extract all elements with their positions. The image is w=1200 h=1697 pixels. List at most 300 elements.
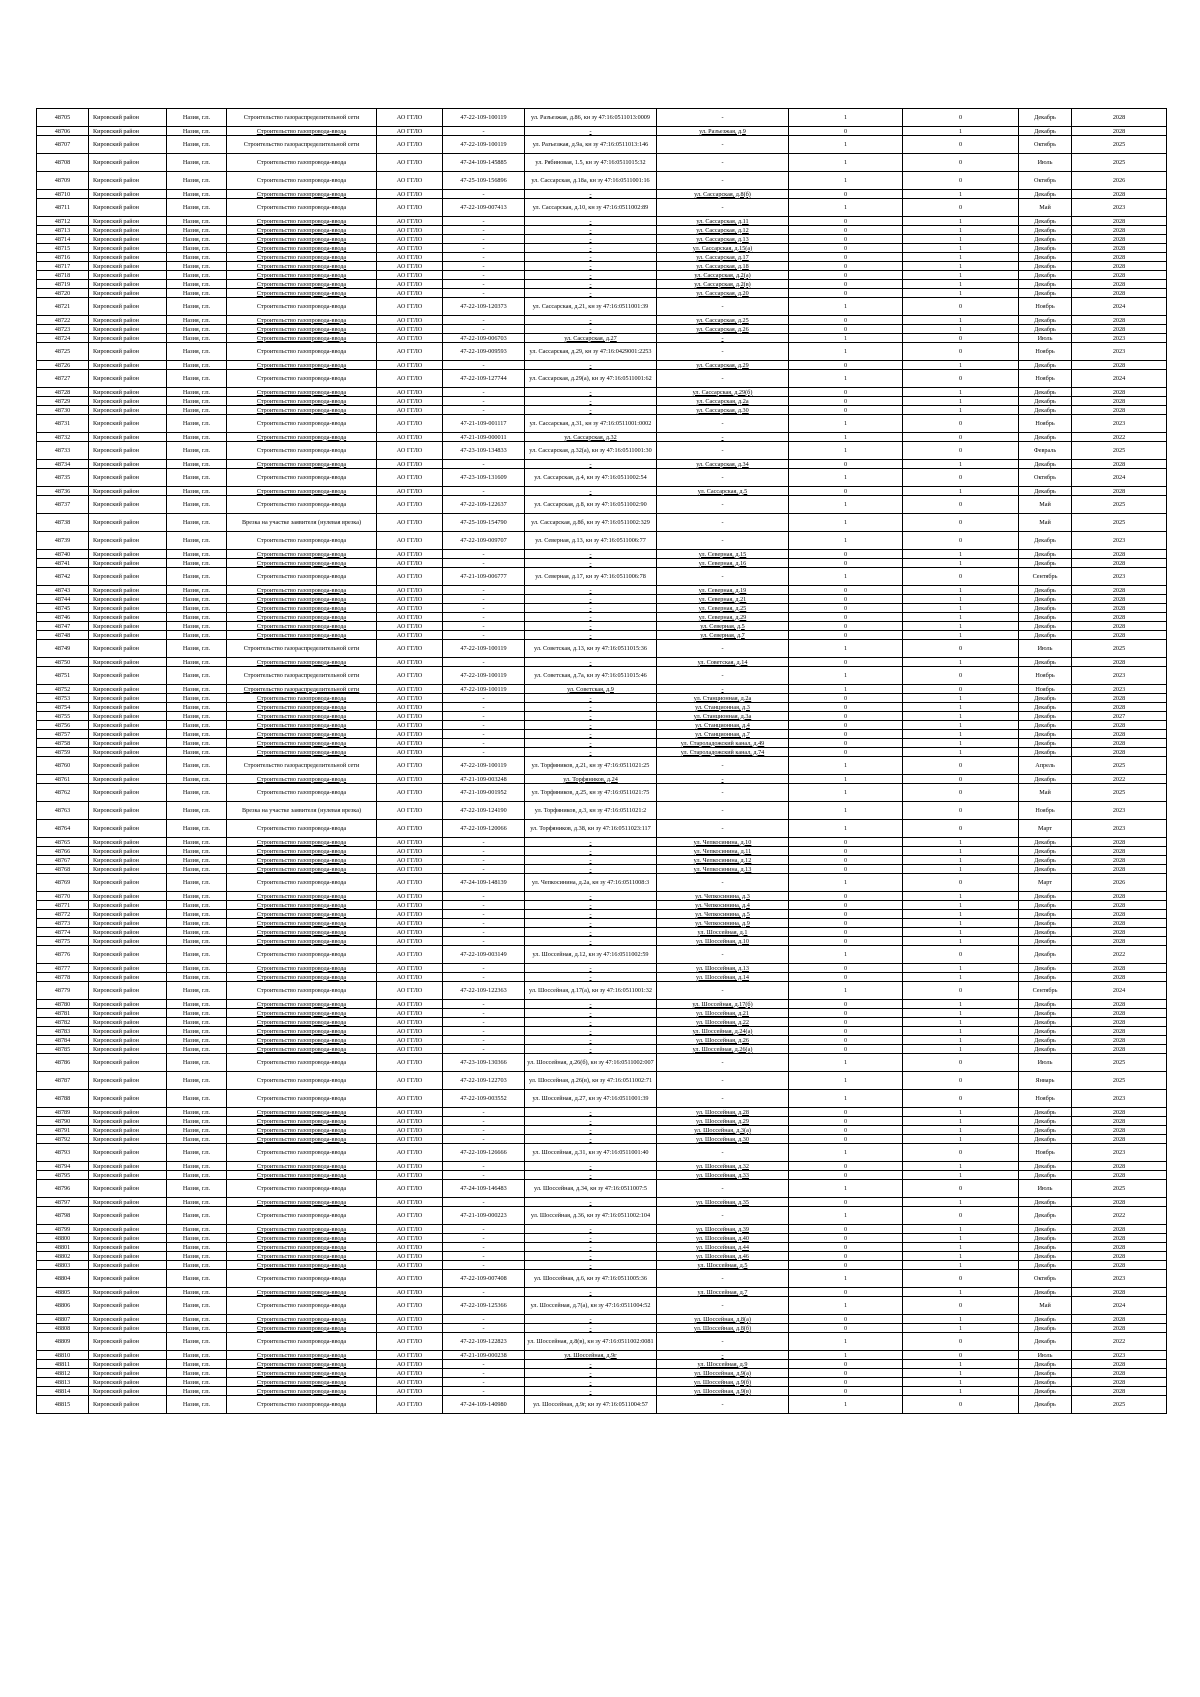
cell-settlement: Назия, г.п. (167, 604, 227, 613)
cell-work-type: Строительство газопровода-ввода (227, 937, 377, 946)
cell-settlement: Назия, г.п. (167, 1396, 227, 1414)
table-row (37, 1090, 1167, 1108)
cell-year: 2026 (1072, 172, 1167, 190)
table-row (37, 136, 1167, 154)
cell-count-b: 0 (903, 415, 1019, 433)
cell-count-b: 0 (903, 496, 1019, 514)
cell-settlement: Назия, г.п. (167, 1000, 227, 1009)
cell-month: Декабрь (1019, 1243, 1072, 1252)
cell-contract-number: - (443, 1243, 525, 1252)
cell-organization: АО ГГЛО (377, 721, 443, 730)
cell-address-cadastral: - (525, 1135, 657, 1144)
cell-month: Декабрь (1019, 559, 1072, 568)
cell-address-cadastral: ул. Шоссейная, д.9г, кн зу 47:16:0511004:57 (525, 1396, 657, 1414)
cell-row-number: 48803 (37, 1261, 89, 1270)
cell-organization: АО ГГЛО (377, 1180, 443, 1198)
cell-contract-number: - (443, 739, 525, 748)
cell-settlement: Назия, г.п. (167, 757, 227, 775)
cell-year: 2028 (1072, 928, 1167, 937)
cell-contract-number: - (443, 406, 525, 415)
cell-district: Кировский район (89, 1360, 167, 1369)
cell-address-input: - (657, 568, 789, 586)
table-row (37, 154, 1167, 172)
cell-address-input: ул. Чепкосинина, д.3 (657, 892, 789, 901)
cell-address-input: - (657, 982, 789, 1000)
cell-count-a: 1 (789, 1270, 903, 1288)
cell-address-input: ул. Шоссейная, д.1 (657, 928, 789, 937)
cell-row-number: 48760 (37, 757, 89, 775)
cell-contract-number: - (443, 613, 525, 622)
cell-count-b: 0 (903, 172, 1019, 190)
cell-district: Кировский район (89, 370, 167, 388)
cell-count-a: 0 (789, 1360, 903, 1369)
cell-contract-number: 47-22-109-124190 (443, 802, 525, 820)
cell-address-cadastral: ул. Торфяников, д.38, кн зу 47:16:0511023:117 (525, 820, 657, 838)
cell-count-b: 0 (903, 109, 1019, 127)
cell-contract-number: 47-23-109-134833 (443, 442, 525, 460)
cell-work-type: Строительство газопровода-ввода (227, 487, 377, 496)
cell-year: 2028 (1072, 919, 1167, 928)
cell-count-a: 0 (789, 235, 903, 244)
cell-district: Кировский район (89, 586, 167, 595)
cell-month: Декабрь (1019, 910, 1072, 919)
cell-organization: АО ГГЛО (377, 982, 443, 1000)
cell-address-input: ул. Чепкосинина, д.12 (657, 856, 789, 865)
cell-count-b: 0 (903, 1072, 1019, 1090)
cell-settlement: Назия, г.п. (167, 289, 227, 298)
table-row (37, 217, 1167, 226)
cell-contract-number: 47-21-109-000238 (443, 1351, 525, 1360)
cell-contract-number: 47-24-109-148139 (443, 874, 525, 892)
cell-count-a: 1 (789, 334, 903, 343)
cell-district: Кировский район (89, 1207, 167, 1225)
table-row (37, 775, 1167, 784)
cell-settlement: Назия, г.п. (167, 928, 227, 937)
cell-address-input: - (657, 298, 789, 316)
cell-row-number: 48789 (37, 1108, 89, 1117)
cell-district: Кировский район (89, 1090, 167, 1108)
cell-district: Кировский район (89, 694, 167, 703)
cell-organization: АО ГГЛО (377, 1252, 443, 1261)
cell-address-input: ул. Северная, д.16 (657, 559, 789, 568)
cell-year: 2023 (1072, 343, 1167, 361)
cell-settlement: Назия, г.п. (167, 847, 227, 856)
cell-address-cadastral: ул. Разъезжая, д.86, кн зу 47:16:0511013:0009 (525, 109, 657, 127)
cell-month: Декабрь (1019, 1234, 1072, 1243)
cell-year: 2027 (1072, 712, 1167, 721)
table-row (37, 964, 1167, 973)
cell-year: 2023 (1072, 820, 1167, 838)
cell-year: 2028 (1072, 1360, 1167, 1369)
cell-count-b: 0 (903, 775, 1019, 784)
cell-work-type: Строительство газопровода-ввода (227, 1378, 377, 1387)
cell-count-b: 1 (903, 280, 1019, 289)
cell-address-cadastral: - (525, 1000, 657, 1009)
cell-count-b: 1 (903, 838, 1019, 847)
cell-count-a: 1 (789, 199, 903, 217)
cell-district: Кировский район (89, 1234, 167, 1243)
cell-count-b: 1 (903, 748, 1019, 757)
cell-count-a: 0 (789, 1225, 903, 1234)
cell-address-cadastral: - (525, 919, 657, 928)
cell-organization: АО ГГЛО (377, 937, 443, 946)
cell-address-cadastral: ул. Советская, д.13, кн зу 47:16:0511015:36 (525, 640, 657, 658)
cell-work-type: Строительство газопровода-ввода (227, 442, 377, 460)
cell-count-a: 0 (789, 892, 903, 901)
cell-count-a: 1 (789, 982, 903, 1000)
cell-address-input: ул. Станционная, д.3а (657, 712, 789, 721)
cell-month: Декабрь (1019, 1360, 1072, 1369)
cell-count-a: 1 (789, 298, 903, 316)
cell-settlement: Назия, г.п. (167, 1333, 227, 1351)
cell-row-number: 48710 (37, 190, 89, 199)
cell-district: Кировский район (89, 928, 167, 937)
cell-year: 2022 (1072, 1333, 1167, 1351)
cell-count-b: 0 (903, 568, 1019, 586)
cell-year: 2023 (1072, 415, 1167, 433)
cell-row-number: 48730 (37, 406, 89, 415)
cell-contract-number: - (443, 730, 525, 739)
cell-district: Кировский район (89, 721, 167, 730)
cell-work-type: Строительство газопровода-ввода (227, 127, 377, 136)
cell-row-number: 48745 (37, 604, 89, 613)
cell-district: Кировский район (89, 568, 167, 586)
cell-row-number: 48777 (37, 964, 89, 973)
cell-count-b: 1 (903, 1378, 1019, 1387)
cell-address-input: ул. Шоссейная, д.3(а) (657, 1126, 789, 1135)
cell-month: Декабрь (1019, 280, 1072, 289)
cell-settlement: Назия, г.п. (167, 1261, 227, 1270)
cell-district: Кировский район (89, 496, 167, 514)
cell-district: Кировский район (89, 460, 167, 469)
cell-work-type: Строительство газопровода-ввода (227, 334, 377, 343)
cell-work-type: Строительство газопровода-ввода (227, 982, 377, 1000)
cell-address-cadastral: - (525, 622, 657, 631)
cell-settlement: Назия, г.п. (167, 820, 227, 838)
cell-year: 2028 (1072, 730, 1167, 739)
cell-settlement: Назия, г.п. (167, 253, 227, 262)
cell-year: 2025 (1072, 1054, 1167, 1072)
cell-contract-number: - (443, 1288, 525, 1297)
cell-settlement: Назия, г.п. (167, 1072, 227, 1090)
cell-settlement: Назия, г.п. (167, 802, 227, 820)
cell-row-number: 48748 (37, 631, 89, 640)
cell-count-b: 0 (903, 514, 1019, 532)
cell-row-number: 48809 (37, 1333, 89, 1351)
table-row (37, 1036, 1167, 1045)
cell-district: Кировский район (89, 559, 167, 568)
cell-work-type: Строительство газопровода-ввода (227, 910, 377, 919)
cell-contract-number: - (443, 721, 525, 730)
table-row (37, 802, 1167, 820)
cell-address-cadastral: - (525, 289, 657, 298)
cell-count-b: 0 (903, 532, 1019, 550)
cell-work-type: Строительство газопровода-ввода (227, 397, 377, 406)
cell-address-input: - (657, 109, 789, 127)
cell-address-cadastral: - (525, 262, 657, 271)
cell-month: Декабрь (1019, 487, 1072, 496)
cell-count-a: 0 (789, 253, 903, 262)
cell-row-number: 48798 (37, 1207, 89, 1225)
cell-district: Кировский район (89, 802, 167, 820)
cell-count-a: 0 (789, 703, 903, 712)
cell-count-b: 1 (903, 1171, 1019, 1180)
cell-district: Кировский район (89, 757, 167, 775)
cell-settlement: Назия, г.п. (167, 172, 227, 190)
cell-district: Кировский район (89, 253, 167, 262)
cell-district: Кировский район (89, 1054, 167, 1072)
cell-work-type: Строительство газопровода-ввода (227, 1252, 377, 1261)
cell-count-b: 1 (903, 919, 1019, 928)
cell-year: 2024 (1072, 298, 1167, 316)
cell-organization: АО ГГЛО (377, 712, 443, 721)
cell-count-a: 0 (789, 1315, 903, 1324)
cell-organization: АО ГГЛО (377, 325, 443, 334)
cell-organization: АО ГГЛО (377, 1207, 443, 1225)
cell-address-cadastral: ул. Сассарская, д.29(а), кн зу 47:16:0511001:62 (525, 370, 657, 388)
cell-year: 2028 (1072, 1045, 1167, 1054)
cell-address-input: ул. Шоссейная, д.9(б) (657, 1378, 789, 1387)
cell-address-input: - (657, 415, 789, 433)
cell-month: Декабрь (1019, 1198, 1072, 1207)
table-row (37, 1171, 1167, 1180)
cell-count-b: 1 (903, 721, 1019, 730)
cell-count-a: 0 (789, 1234, 903, 1243)
table-row (37, 631, 1167, 640)
cell-contract-number: 47-24-109-146483 (443, 1180, 525, 1198)
cell-district: Кировский район (89, 1144, 167, 1162)
cell-month: Октябрь (1019, 136, 1072, 154)
cell-row-number: 48727 (37, 370, 89, 388)
cell-contract-number: 47-21-109-000011 (443, 433, 525, 442)
cell-district: Кировский район (89, 469, 167, 487)
cell-count-a: 1 (789, 946, 903, 964)
cell-work-type: Строительство газопровода-ввода (227, 1324, 377, 1333)
cell-row-number: 48761 (37, 775, 89, 784)
cell-organization: АО ГГЛО (377, 685, 443, 694)
cell-address-input: ул. Сассарская, д.2а (657, 397, 789, 406)
cell-month: Декабрь (1019, 631, 1072, 640)
cell-address-input: - (657, 1333, 789, 1351)
cell-count-a: 1 (789, 1396, 903, 1414)
cell-settlement: Назия, г.п. (167, 1297, 227, 1315)
cell-organization: АО ГГЛО (377, 703, 443, 712)
cell-address-cadastral: - (525, 1378, 657, 1387)
cell-year: 2028 (1072, 217, 1167, 226)
table-row (37, 361, 1167, 370)
table-row (37, 496, 1167, 514)
cell-organization: АО ГГЛО (377, 784, 443, 802)
cell-year: 2028 (1072, 658, 1167, 667)
cell-month: Декабрь (1019, 127, 1072, 136)
cell-contract-number: - (443, 622, 525, 631)
cell-row-number: 48811 (37, 1360, 89, 1369)
cell-district: Кировский район (89, 910, 167, 919)
cell-month: Декабрь (1019, 1387, 1072, 1396)
table-row (37, 1252, 1167, 1261)
cell-count-a: 0 (789, 1036, 903, 1045)
cell-work-type: Строительство газопровода-ввода (227, 604, 377, 613)
cell-row-number: 48713 (37, 226, 89, 235)
cell-month: Декабрь (1019, 460, 1072, 469)
table-row (37, 820, 1167, 838)
cell-organization: АО ГГЛО (377, 109, 443, 127)
cell-work-type: Строительство газопровода-ввода (227, 901, 377, 910)
cell-address-input: ул. Сассарская, д.30 (657, 406, 789, 415)
cell-count-a: 0 (789, 1027, 903, 1036)
cell-work-type: Строительство газопровода-ввода (227, 1162, 377, 1171)
cell-count-a: 1 (789, 496, 903, 514)
cell-count-b: 0 (903, 1351, 1019, 1360)
cell-count-b: 1 (903, 658, 1019, 667)
cell-year: 2025 (1072, 1396, 1167, 1414)
cell-count-a: 1 (789, 109, 903, 127)
cell-month: Июль (1019, 154, 1072, 172)
cell-count-b: 1 (903, 1324, 1019, 1333)
cell-row-number: 48738 (37, 514, 89, 532)
cell-count-b: 1 (903, 397, 1019, 406)
cell-district: Кировский район (89, 361, 167, 370)
cell-settlement: Назия, г.п. (167, 586, 227, 595)
cell-settlement: Назия, г.п. (167, 1351, 227, 1360)
cell-contract-number: - (443, 1135, 525, 1144)
cell-organization: АО ГГЛО (377, 1135, 443, 1144)
cell-settlement: Назия, г.п. (167, 415, 227, 433)
cell-year: 2028 (1072, 973, 1167, 982)
cell-organization: АО ГГЛО (377, 136, 443, 154)
cell-address-input: - (657, 370, 789, 388)
cell-month: Декабрь (1019, 892, 1072, 901)
table-row (37, 460, 1167, 469)
cell-row-number: 48779 (37, 982, 89, 1000)
cell-row-number: 48723 (37, 325, 89, 334)
cell-month: Декабрь (1019, 1333, 1072, 1351)
cell-month: Март (1019, 820, 1072, 838)
cell-organization: АО ГГЛО (377, 244, 443, 253)
cell-count-b: 1 (903, 703, 1019, 712)
cell-contract-number: - (443, 694, 525, 703)
cell-year: 2023 (1072, 1144, 1167, 1162)
cell-organization: АО ГГЛО (377, 1198, 443, 1207)
cell-count-b: 1 (903, 460, 1019, 469)
table-row (37, 946, 1167, 964)
cell-count-b: 1 (903, 739, 1019, 748)
cell-district: Кировский район (89, 226, 167, 235)
cell-contract-number: - (443, 1378, 525, 1387)
cell-organization: АО ГГЛО (377, 1117, 443, 1126)
cell-address-cadastral: - (525, 1243, 657, 1252)
cell-settlement: Назия, г.п. (167, 199, 227, 217)
cell-count-b: 1 (903, 550, 1019, 559)
cell-address-input: - (657, 532, 789, 550)
cell-row-number: 48722 (37, 316, 89, 325)
cell-month: Декабрь (1019, 289, 1072, 298)
cell-organization: АО ГГЛО (377, 289, 443, 298)
cell-address-cadastral: - (525, 595, 657, 604)
cell-count-b: 1 (903, 316, 1019, 325)
cell-address-cadastral: - (525, 280, 657, 289)
cell-settlement: Назия, г.п. (167, 739, 227, 748)
cell-count-b: 0 (903, 685, 1019, 694)
cell-count-a: 0 (789, 1117, 903, 1126)
cell-count-b: 0 (903, 442, 1019, 460)
cell-district: Кировский район (89, 1108, 167, 1117)
table-row (37, 685, 1167, 694)
cell-contract-number: - (443, 1009, 525, 1018)
cell-count-a: 1 (789, 442, 903, 460)
cell-work-type: Строительство газопровода-ввода (227, 1297, 377, 1315)
cell-contract-number: - (443, 1225, 525, 1234)
cell-organization: АО ГГЛО (377, 1225, 443, 1234)
cell-settlement: Назия, г.п. (167, 109, 227, 127)
cell-address-cadastral: - (525, 1036, 657, 1045)
cell-work-type: Строительство газопровода-ввода (227, 847, 377, 856)
cell-row-number: 48776 (37, 946, 89, 964)
cell-settlement: Назия, г.п. (167, 1378, 227, 1387)
cell-month: Декабрь (1019, 1252, 1072, 1261)
cell-district: Кировский район (89, 739, 167, 748)
cell-work-type: Строительство газораспределительной сети (227, 109, 377, 127)
cell-address-input: ул. Шоссейная, д.9 (657, 1360, 789, 1369)
cell-year: 2023 (1072, 568, 1167, 586)
cell-work-type: Строительство газопровода-ввода (227, 928, 377, 937)
cell-year: 2028 (1072, 1036, 1167, 1045)
cell-count-b: 0 (903, 199, 1019, 217)
cell-address-input: - (657, 775, 789, 784)
cell-month: Декабрь (1019, 937, 1072, 946)
cell-settlement: Назия, г.п. (167, 280, 227, 289)
cell-count-a: 0 (789, 901, 903, 910)
cell-count-a: 1 (789, 1090, 903, 1108)
cell-settlement: Назия, г.п. (167, 874, 227, 892)
cell-year: 2028 (1072, 1369, 1167, 1378)
cell-address-input: - (657, 757, 789, 775)
cell-count-a: 0 (789, 604, 903, 613)
cell-year: 2028 (1072, 1018, 1167, 1027)
cell-work-type: Строительство газопровода-ввода (227, 460, 377, 469)
cell-year: 2025 (1072, 784, 1167, 802)
cell-month: Май (1019, 1297, 1072, 1315)
cell-address-input: ул. Шоссейная, д.30 (657, 1135, 789, 1144)
cell-settlement: Назия, г.п. (167, 1171, 227, 1180)
table-row (37, 289, 1167, 298)
table-row (37, 919, 1167, 928)
cell-organization: АО ГГЛО (377, 640, 443, 658)
cell-district: Кировский район (89, 1009, 167, 1018)
cell-address-input: ул. Чепкосинина, д.9 (657, 919, 789, 928)
cell-row-number: 48751 (37, 667, 89, 685)
cell-month: Декабрь (1019, 604, 1072, 613)
table-row (37, 613, 1167, 622)
cell-settlement: Назия, г.п. (167, 154, 227, 172)
cell-count-b: 1 (903, 1360, 1019, 1369)
cell-address-input: - (657, 1207, 789, 1225)
cell-address-input: - (657, 1180, 789, 1198)
cell-contract-number: - (443, 190, 525, 199)
cell-row-number: 48815 (37, 1396, 89, 1414)
cell-year: 2024 (1072, 1297, 1167, 1315)
cell-count-b: 0 (903, 757, 1019, 775)
cell-row-number: 48774 (37, 928, 89, 937)
cell-row-number: 48755 (37, 712, 89, 721)
cell-month: Ноябрь (1019, 343, 1072, 361)
cell-contract-number: - (443, 1162, 525, 1171)
cell-month: Декабрь (1019, 217, 1072, 226)
cell-address-cadastral: - (525, 253, 657, 262)
cell-address-cadastral: ул. Рябиновая, 1.5, кн зу 47:16:0511015:32 (525, 154, 657, 172)
cell-organization: АО ГГЛО (377, 586, 443, 595)
cell-address-input: ул. Сассарская, д.20 (657, 289, 789, 298)
